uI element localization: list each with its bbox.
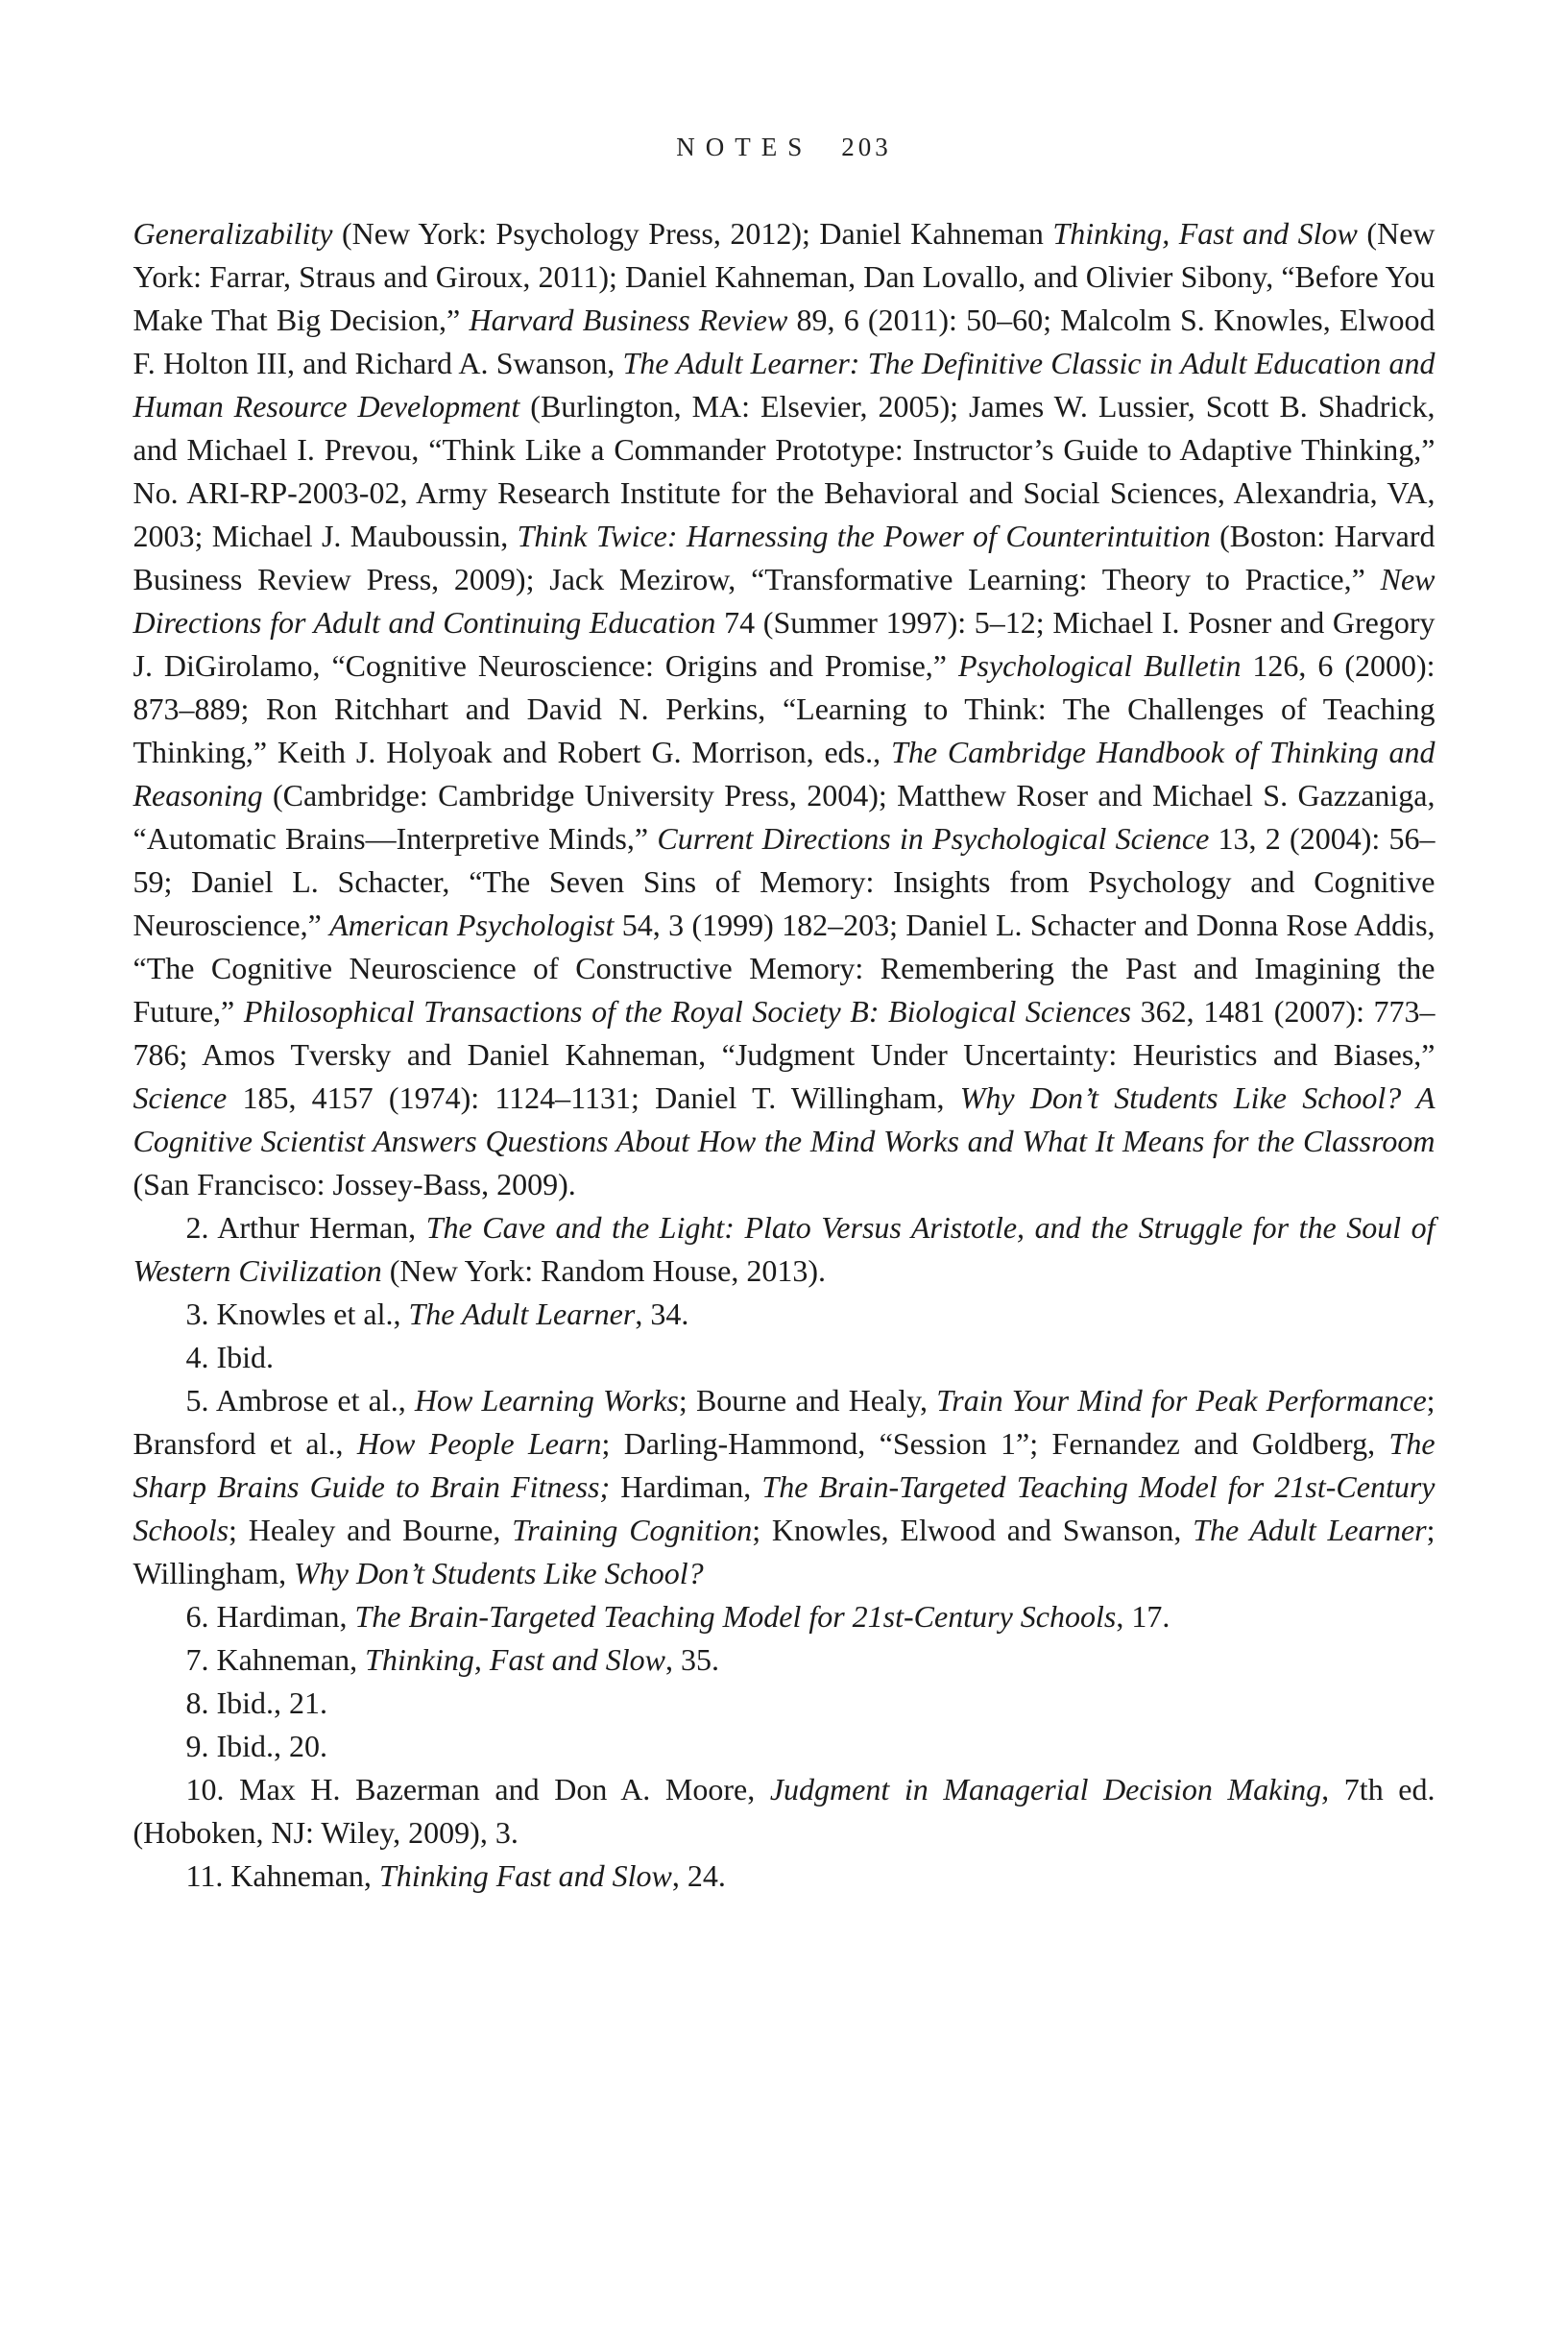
text-run: (New York: Random House, 2013). (381, 1253, 826, 1288)
text-run: (Cambridge: Cambridge University Press, 2004); Matthew Roser and Michael S. Gazzaniga, “Automatic Brains—Interpretive Minds,” (133, 778, 1435, 856)
note-paragraph (133, 1336, 1435, 1379)
italic-text-run: Current Directions in Psychological Science (657, 821, 1210, 856)
text-run: , 17. (1116, 1599, 1170, 1634)
note-paragraph (133, 1682, 1435, 1725)
text-run: , 24. (671, 1858, 726, 1893)
text-run: , 35. (665, 1642, 720, 1677)
italic-text-run: Science (133, 1080, 228, 1115)
text-run: Hardiman, (610, 1469, 762, 1504)
note-paragraph (133, 1638, 1435, 1682)
note-paragraph (133, 1206, 1435, 1293)
italic-text-run: The Brain-Targeted Teaching Model for 21st-Century Schools (133, 1469, 1435, 1547)
italic-text-run: Philosophical Transactions of the Royal Society B: Biological Sciences (243, 994, 1132, 1029)
text-run: 10. Max H. Bazerman and Don A. Moore, (185, 1772, 770, 1806)
text-run: 13, 2 (2004): 56–59; Daniel L. Schacter, “The Seven Sins of Memory: Insights from Psychology and Cognitive Neuroscience,” (133, 821, 1435, 942)
italic-text-run: How Learning Works (414, 1383, 679, 1418)
page-number: 203 (841, 133, 892, 161)
note-paragraph (133, 1768, 1435, 1855)
text-run: (New York: Psychology Press, 2012); Daniel Kahneman (332, 216, 1053, 251)
italic-text-run: Thinking Fast and Slow (378, 1858, 672, 1893)
text-run: 54, 3 (1999) 182–203; Daniel L. Schacter and Donna Rose Addis, “The Cognitive Neuroscience of Constructive Memory: Remembering the Past and Imagining the Future,” (133, 908, 1435, 1029)
text-run: ; Bourne and Healy, (678, 1383, 937, 1418)
note-paragraph (133, 212, 1435, 1206)
text-run: 126, 6 (2000): 873–889; Ron Ritchhart and David N. Perkins, “Learning to Think: The Challenges of Teaching Thinking,” Keith J. Holyoak and Robert G. Morrison, eds., (133, 648, 1435, 769)
text-run: ; Healey and Bourne, (229, 1513, 513, 1547)
text-run: 8. Ibid., 21. (185, 1685, 328, 1720)
text-run: 4. Ibid. (185, 1340, 275, 1374)
text-run: 74 (Summer 1997): 5–12; Michael I. Posner and Gregory J. DiGirolamo, “Cognitive Neuroscience: Origins and Promise,” (133, 605, 1435, 683)
italic-text-run: The Cave and the Light: Plato Versus Aristotle, and the Struggle for the Soul of Western Civilization (133, 1210, 1435, 1288)
italic-text-run: How People Learn (356, 1426, 602, 1461)
italic-text-run: Why Don’t Students Like School? A Cognitive Scientist Answers Questions About How the Mind Works and What It Means for the Classroom (133, 1080, 1435, 1158)
text-run: ; Darling-Hammond, “Session 1”; Fernandez and Goldberg, (601, 1426, 1389, 1461)
italic-text-run: The Sharp Brains Guide to Brain Fitness; (133, 1426, 1435, 1504)
italic-text-run: New Directions for Adult and Continuing Education (133, 562, 1435, 640)
text-run: (Boston: Harvard Business Review Press, 2009); Jack Mezirow, “Transformative Learning: Theory to Practice,” (133, 519, 1435, 596)
italic-text-run: The Adult Learner (1193, 1513, 1427, 1547)
text-run: (Burlington, MA: Elsevier, 2005); James W. Lussier, Scott B. Shadrick, and Michael I. Prevou, “Think Like a Commander Prototype: Instructor’s Guide to Adaptive Thinking,” No. ARI-RP-2003-02, Army Research Institute for the Behavioral and Social Sciences, Alexandria, VA, 2003; Michael J. Mauboussin, (133, 389, 1435, 553)
italic-text-run: The Adult Learner: The Definitive Classic in Adult Education and Human Resource Development (133, 346, 1435, 424)
text-run: 3. Knowles et al., (185, 1297, 409, 1331)
text-run: 11. Kahneman, (185, 1858, 379, 1893)
note-paragraph (133, 1293, 1435, 1336)
italic-text-run: Thinking, Fast and Slow (1052, 216, 1358, 251)
italic-text-run: Training Cognition (512, 1513, 753, 1547)
italic-text-run: Think Twice: Harnessing the Power of Counterintuition (517, 519, 1211, 553)
notes-text (133, 212, 1435, 1898)
italic-text-run: Generalizability (133, 216, 333, 251)
italic-text-run: The Brain-Targeted Teaching Model for 21st-Century Schools (354, 1599, 1117, 1634)
text-run: (San Francisco: Jossey-Bass, 2009). (133, 1167, 576, 1201)
text-run: 89, 6 (2011): 50–60; Malcolm S. Knowles, Elwood F. Holton III, and Richard A. Swanson, (133, 303, 1435, 380)
text-run: ; Knowles, Elwood and Swanson, (752, 1513, 1194, 1547)
text-run: ; Bransford et al., (133, 1383, 1435, 1461)
italic-text-run: Judgment in Managerial Decision Making, (769, 1772, 1330, 1806)
italic-text-run: Why Don’t Students Like School? (294, 1556, 704, 1590)
text-run: ; Willingham, (133, 1513, 1435, 1590)
italic-text-run: Thinking, Fast and Slow (365, 1642, 666, 1677)
text-run: 9. Ibid., 20. (185, 1729, 328, 1763)
text-run: 6. Hardiman, (185, 1599, 355, 1634)
text-run: 5. Ambrose et al., (185, 1383, 415, 1418)
section-label: NOTES (676, 133, 813, 161)
italic-text-run: Harvard Business Review (469, 303, 788, 337)
note-paragraph (133, 1595, 1435, 1638)
italic-text-run: The Adult Learner (408, 1297, 636, 1331)
text-run: 2. Arthur Herman, (185, 1210, 426, 1245)
italic-text-run: Train Your Mind for Peak Performance (936, 1383, 1427, 1418)
text-run: 7th ed. (Hoboken, NJ: Wiley, 2009), 3. (133, 1772, 1435, 1850)
page-header (0, 133, 1568, 162)
text-run: (New York: Farrar, Straus and Giroux, 2011); Daniel Kahneman, Dan Lovallo, and Olivier Sibony, “Before You Make That Big Decision,” (133, 216, 1435, 337)
note-paragraph (133, 1725, 1435, 1768)
note-paragraph (133, 1855, 1435, 1898)
text-run: 185, 4157 (1974): 1124–1131; Daniel T. Willingham, (227, 1080, 960, 1115)
italic-text-run: Psychological Bulletin (957, 648, 1242, 683)
note-paragraph (133, 1379, 1435, 1595)
italic-text-run: American Psychologist (329, 908, 615, 942)
text-run: , 34. (635, 1297, 689, 1331)
text-run: 7. Kahneman, (185, 1642, 366, 1677)
italic-text-run: The Cambridge Handbook of Thinking and Reasoning (133, 735, 1435, 812)
text-run: 362, 1481 (2007): 773–786; Amos Tversky and Daniel Kahneman, “Judgment Under Uncertainty: Heuristics and Biases,” (133, 994, 1435, 1072)
